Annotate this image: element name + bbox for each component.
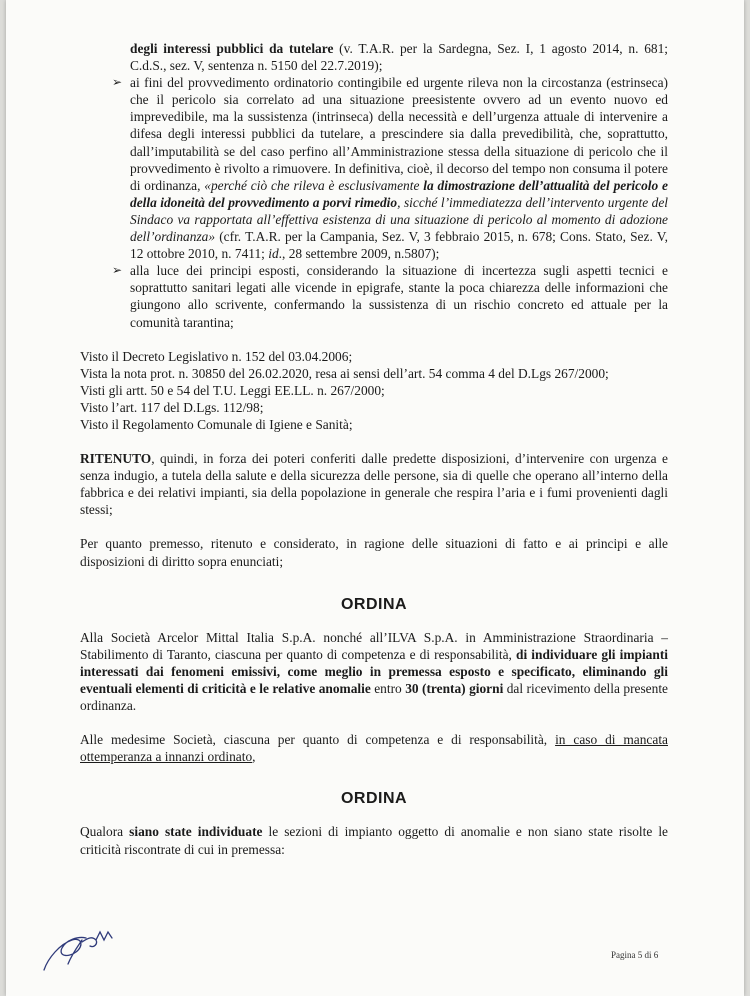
text: Alla Società Arcelor Mittal Italia S.p.A. nonché all’ILVA S.p.A. in Amministrazione Straordinaria – Stabilimento di Taranto, ciascuna per quanto di competenza e di responsabilità, xyxy=(80,629,668,662)
text: Alle medesime Società, ciascuna per quanto di competenza e di responsabilità, xyxy=(80,732,556,748)
visto-item: Visti gli artt. 50 e 54 del T.U. Leggi EE.LL. n. 267/2000; xyxy=(80,382,385,398)
continued-paragraph xyxy=(80,40,668,74)
bullet-paragraph-2 xyxy=(80,262,668,330)
premesso-paragraph: Per quanto premesso, ritenuto e considerato, in ragione delle situazioni di fatto e ai principi e alle disposizioni di diritto sopra enunciati; xyxy=(80,536,668,569)
text: , quindi, in forza dei poteri conferiti dalle predette disposizioni, d’intervenire con urgenza e senza indugio, a tutela della salute e della sicurezza delle persone, sia di quelle che operano all’interno della fabbrica e dei relativi impianti, sia della popolazione in generale che respira l’aria e i fumi provenienti dagli stessi; xyxy=(80,451,668,518)
ordina-heading-1: ORDINA xyxy=(340,595,408,613)
document-page xyxy=(6,0,744,996)
ordina-paragraph-1 xyxy=(80,629,668,714)
medesime-paragraph xyxy=(80,731,668,765)
bold-text: RITENUTO xyxy=(80,451,152,467)
bold-text: siano state individuate xyxy=(129,824,263,840)
text: entro xyxy=(370,681,406,696)
qualora-paragraph xyxy=(80,823,668,857)
bold-text: degli interessi pubblici da tutelare xyxy=(130,41,334,56)
text: Qualora xyxy=(80,824,130,840)
text: ., 28 settembre 2009, n.5807); xyxy=(278,246,440,262)
document-body xyxy=(80,40,668,858)
text: ai fini del provvedimento ordinatorio contingibile ed urgente rileva non la circostanza (estrinseca) che il pericolo sia correlato ad una situazione preesistente ovvero ad un evento nuovo ed imprevedibile, ma la sussistenza (intrinseca) della necessità e dell’urgenza attuale di intervenire a difesa degli interessi pubblici da tutelare, a prescindere sia dalla prevedibilità, che, soprattutto, dall’imputabilità se del caso perfino all’Amministrazione stessa della situazione di pericolo che il provvedimento è rivolto a rimuovere. In definitiva, cioè, il decorso del tempo non consuma il potere di ordinanza, xyxy=(130,75,668,193)
italic-text: id xyxy=(268,246,279,262)
handwritten-signature xyxy=(38,918,118,978)
underlined-text: in caso di mancata ottemperanza a innanzi ordinato xyxy=(80,732,668,765)
italic-text: , sicché l’immediatezza dell’intervento urgente del Sindaco va rapportata all’effettiva esistenza di una situazione di pericolo al momento di adozione dell’ordinanza» xyxy=(130,194,668,245)
visto-item: Visto il Regolamento Comunale di Igiene e Sanità; xyxy=(80,416,353,432)
page-number: Pagina 5 di 6 xyxy=(611,950,659,960)
text: (cfr. T.A.R. per la Campania, Sez. V, 3 febbraio 2015, n. 678; Cons. Stato, Sez. V, 12 ottobre 2010, n. 7411; xyxy=(130,229,668,262)
visto-item: Vista la nota prot. n. 30850 del 26.02.2020, resa ai sensi dell’art. 54 comma 4 del D.Lgs 267/2000; xyxy=(80,365,609,381)
italic-text: «perché ciò che rileva è esclusivamente xyxy=(204,177,424,193)
bullet-paragraph-1 xyxy=(80,74,668,262)
text: alla luce dei principi esposti, considerando la situazione di incertezza sugli aspetti tecnici e soprattutto sanitari legati alle vicende in epigrafe, stante la poca chiarezza delle informazioni che giungono allo scrivente, confermando la sussistenza di un rischio concreto ed attuale per la comunità tarantina; xyxy=(130,263,668,330)
bold-text: 30 (trenta) giorni xyxy=(405,681,504,696)
text: (v. T.A.R. per la Sardegna, Sez. I, 1 agosto 2014, n. 681; C.d.S., sez. V, sentenza n. 5150 del 22.7.2019); xyxy=(130,41,668,74)
arrow-bullet-icon: ➢ xyxy=(112,263,123,278)
visto-list xyxy=(80,348,668,433)
text: dal ricevimento della presente ordinanza. xyxy=(80,681,668,714)
arrow-bullet-icon: ➢ xyxy=(112,75,123,90)
text: , xyxy=(252,749,256,765)
text: le sezioni di impianto oggetto di anomalie e non siano state risolte le criticità riscontrate di cui in premessa: xyxy=(80,824,668,857)
bold-italic-text: la dimostrazione dell’attualità del pericolo e della idoneità del provvedimento a porvi rimedio xyxy=(130,177,668,210)
bold-text: di individuare gli impianti interessati dai fenomeni emissivi, come meglio in premessa esposto e specificato, eliminando gli eventuali elementi di criticità e le relative anomalie xyxy=(80,646,668,696)
ordina-heading-2: ORDINA xyxy=(340,790,408,808)
visto-item: Visto il Decreto Legislativo n. 152 del 03.04.2006; xyxy=(80,348,353,364)
ritenuto-paragraph xyxy=(80,450,668,518)
visto-item: Visto l’art. 117 del D.Lgs. 112/98; xyxy=(80,399,264,415)
